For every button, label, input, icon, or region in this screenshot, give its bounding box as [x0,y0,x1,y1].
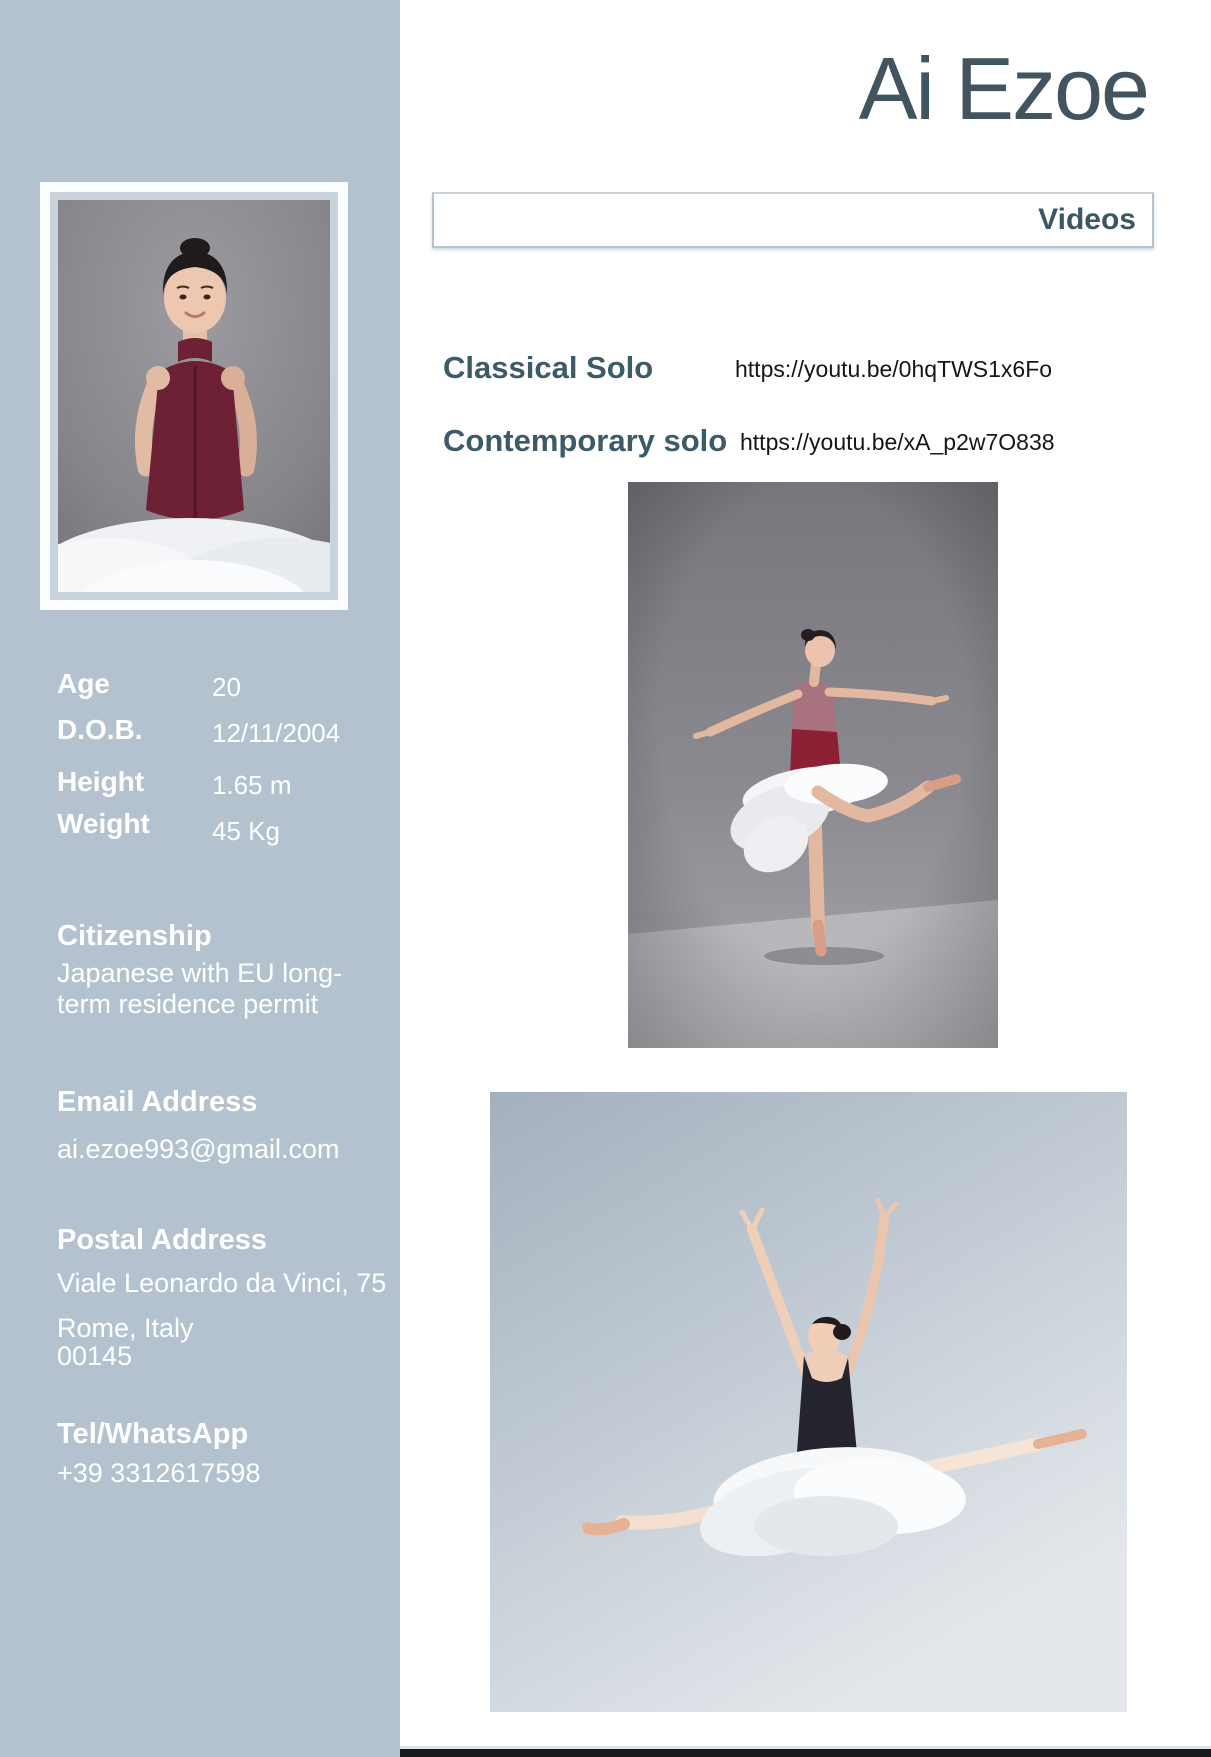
tel-heading: Tel/WhatsApp [57,1418,249,1450]
postal-line: 00145 [57,1341,133,1371]
citizenship-line: Japanese with EU long- [57,958,343,988]
portrait-photo [58,200,330,592]
stat-label-dob: D.O.B. [57,714,143,745]
email-value: ai.ezoe993@gmail.com [57,1134,340,1164]
footer-bar [400,1746,1211,1757]
video-label-classical: Classical Solo [443,350,654,385]
video-label-contemporary: Contemporary solo [443,423,728,458]
stat-label-weight: Weight [57,808,150,839]
stat-value-weight: 45 Kg [212,816,280,846]
ballet-photo-pointe [628,482,998,1048]
stat-value-dob: 12/11/2004 [212,718,341,748]
ballet-photo-pointe-image [628,482,998,1048]
stat-label-age: Age [57,668,110,699]
video-link-contemporary[interactable]: https://youtu.be/xA_p2w7O838 [740,429,1055,455]
postal-line: Viale Leonardo da Vinci, 75 [57,1268,387,1298]
videos-header-box [432,192,1154,248]
stat-value-age: 20 [212,672,241,702]
page-title: Ai Ezoe [858,39,1148,138]
ballet-photo-leap [490,1092,1127,1712]
portrait-frame [40,182,348,610]
ballet-photo-leap-image [490,1092,1127,1712]
postal-line: Rome, Italy [57,1313,194,1343]
stat-label-height: Height [57,766,145,797]
sidebar [0,0,400,1757]
video-link-classical[interactable]: https://youtu.be/0hqTWS1x6Fo [735,356,1053,382]
citizenship-heading: Citizenship [57,920,212,952]
stat-value-height: 1.65 m [212,770,292,800]
email-heading: Email Address [57,1086,258,1118]
videos-header-label: Videos [1038,203,1136,236]
tel-value: +39 3312617598 [57,1458,261,1488]
citizenship-line: term residence permit [57,989,319,1019]
postal-heading: Postal Address [57,1224,268,1256]
